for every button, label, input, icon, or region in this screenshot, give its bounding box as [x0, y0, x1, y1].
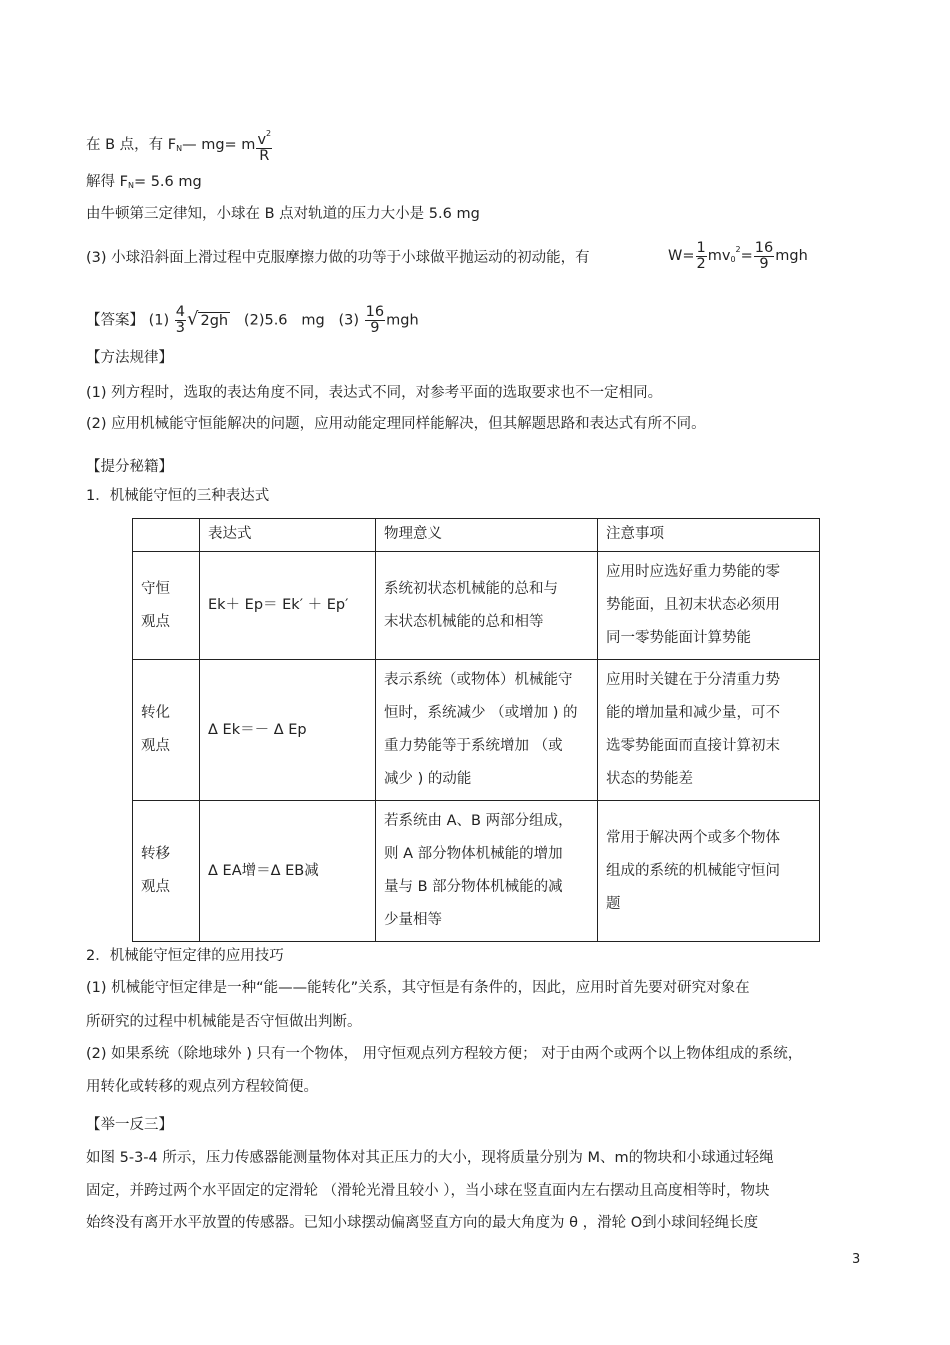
- mgh: mgh: [775, 248, 808, 264]
- conservation-table: [132, 518, 820, 942]
- tips-item-2b: 所研究的过程中机械能是否守恒做出判断。: [86, 1014, 362, 1030]
- eq-sign: =: [740, 248, 753, 264]
- tips-item-2: 2．机械能守恒定律的应用技巧: [86, 948, 284, 964]
- f169-den: 9: [759, 255, 769, 272]
- method-heading: 【方法规律】: [86, 350, 173, 366]
- table-row: [133, 552, 820, 660]
- header-cell: [133, 519, 200, 552]
- table-row: [133, 801, 820, 942]
- tips-item-1: 1．机械能守恒的三种表达式: [86, 488, 270, 504]
- ans-n3: 16: [365, 304, 385, 320]
- mv: mv: [707, 248, 731, 264]
- eq1-sup: 2: [266, 129, 272, 138]
- header-cell: 表达式: [200, 519, 376, 552]
- tips-item-2d: 用转化或转移的观点列方程较简便。: [86, 1079, 318, 1095]
- row-meaning-cell: 表示系统（或物体）机械能守 恒时，系统减少 （或增加 ) 的 重力势能等于系统增加 （或 减少 ) 的动能: [376, 660, 598, 801]
- sqrt-icon: √: [187, 308, 199, 330]
- frac-half: [696, 241, 707, 272]
- table-row: [133, 660, 820, 801]
- tips-item-2a: (1) 机械能守恒定律是一种“能——能转化”关系，其守恒是有条件的，因此，应用时首先要对研究对象在: [86, 980, 750, 996]
- header-cell: 物理意义: [376, 519, 598, 552]
- v-sq: 2: [735, 245, 741, 254]
- equation-line-1: [86, 126, 273, 164]
- row-name-cell: 转化 观点: [133, 660, 200, 801]
- ans-part2: (2)5.6 mg (3): [230, 312, 360, 329]
- eq2-rest: = 5.6 mg: [133, 174, 202, 190]
- f169-num: 16: [754, 239, 774, 256]
- ans-radicand: 2gh: [200, 312, 229, 329]
- part3-text: (3) 小球沿斜面上滑过程中克服摩擦力做的功等于小球做平抛运动的初动能，有: [86, 250, 590, 266]
- eq1-den: R: [259, 148, 270, 164]
- answer-label: 【答案】 (1): [86, 312, 170, 329]
- example-heading: 【举一反三】: [86, 1117, 173, 1133]
- part3-formula: [668, 240, 808, 272]
- example-line-2: 固定，并跨过两个水平固定的定滑轮 （滑轮光滑且较小 ），当小球在竖直面内左右摆动且高度相等时，物块: [86, 1183, 770, 1199]
- tips-item-2c: (2) 如果系统（除地球外 ) 只有一个物体， 用守恒观点列方程较方便； 对于由两个或两个以上物体组成的系统，: [86, 1046, 803, 1062]
- half-den: 2: [696, 255, 706, 272]
- third-law-line: 由牛顿第三定律知，小球在 B 点对轨道的压力大小是 5.6 mg: [86, 206, 480, 222]
- row-note-cell: 应用时关键在于分清重力势 能的增加量和减少量，可不 选零势能面而直接计算初末 状态的势能差: [598, 660, 820, 801]
- example-line-1: 如图 5-3-4 所示，压力传感器能测量物体对其正压力的大小，现将质量分别为 M、m的物块和小球通过轻绳: [86, 1150, 774, 1166]
- header-cell: 注意事项: [598, 519, 820, 552]
- eq1-mid: — mg= m: [182, 137, 256, 153]
- eq1-num: v: [257, 132, 267, 148]
- frac-16-9: [754, 241, 774, 272]
- row-meaning-cell: 系统初状态机械能的总和与 末状态机械能的总和相等: [376, 552, 598, 660]
- row-expr-cell: Δ Ek＝－ Δ Ep: [200, 660, 376, 801]
- ans-frac-4-3: [175, 305, 186, 336]
- answer-line: [86, 305, 419, 336]
- tips-heading: 【提分秘籍】: [86, 459, 173, 475]
- method-item-2: (2) 应用机械能守恒能解决的问题，应用动能定理同样能解决，但其解题思路和表达式有所不同。: [86, 416, 706, 432]
- ans-d3: 9: [370, 320, 380, 336]
- ans-end: mgh: [386, 312, 419, 329]
- equation-line-2: [86, 172, 202, 196]
- row-expr-cell: Ek＋ Ep＝ Ek′ ＋ Ep′: [200, 552, 376, 660]
- row-name-cell: 转移 观点: [133, 801, 200, 942]
- w-label: W=: [668, 248, 695, 264]
- row-note-cell: 应用时应选好重力势能的零 势能面，且初末状态必须用 同一零势能面计算势能: [598, 552, 820, 660]
- method-item-1: (1) 列方程时，选取的表达角度不同，表达式不同，对参考平面的选取要求也不一定相同。: [86, 385, 663, 401]
- half-num: 1: [696, 239, 706, 256]
- eq1-fraction: [256, 126, 272, 164]
- page-number: 3: [852, 1252, 861, 1267]
- v0-sub: 0: [730, 255, 736, 264]
- row-expr-cell: Δ EA增＝Δ EB减: [200, 801, 376, 942]
- eq2-prefix: 解得 F: [86, 174, 128, 190]
- example-line-3: 始终没有离开水平放置的传感器。已知小球摆动偏离竖直方向的最大角度为 θ ，滑轮 O到小球间轻绳长度: [86, 1215, 759, 1231]
- part3-line: [86, 239, 808, 272]
- ans-n1: 4: [175, 304, 185, 320]
- eq1-sub: N: [176, 144, 183, 153]
- row-note-cell: 常用于解决两个或多个物体 组成的系统的机械能守恒问 题: [598, 801, 820, 942]
- ans-d1: 3: [175, 320, 185, 336]
- eq2-sub: N: [127, 181, 134, 190]
- table-header-row: [133, 519, 820, 552]
- row-name-cell: 守恒 观点: [133, 552, 200, 660]
- eq1-prefix: 在 B 点，有 F: [86, 137, 177, 153]
- row-meaning-cell: 若系统由 A、B 两部分组成， 则 A 部分物体机械能的增加 量与 B 部分物体机械能的减 少量相等: [376, 801, 598, 942]
- ans-frac-16-9: [365, 305, 385, 336]
